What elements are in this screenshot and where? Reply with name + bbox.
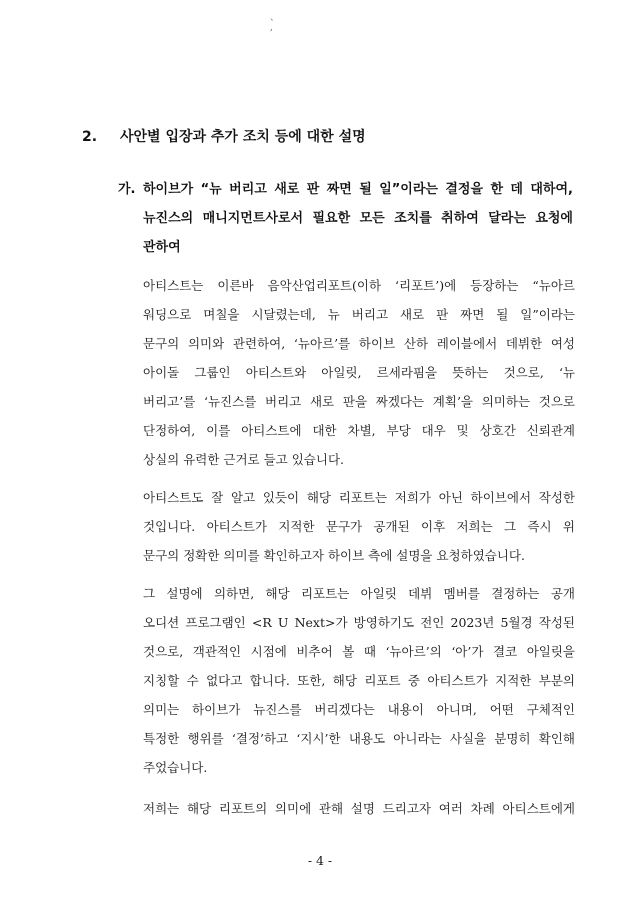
subsection-marker: 가. bbox=[118, 182, 136, 197]
paragraph-4 bbox=[143, 794, 575, 823]
paragraph-line: 지칭할 수 없다고 합니다. 또한, 해당 리포트 중 아티스트가 지적한 부분의 bbox=[143, 673, 575, 688]
paragraph-line: 의미는 하이브가 뉴진스를 버리겠다는 내용이 아니며, 어떤 구체적인 bbox=[143, 702, 575, 717]
paragraph-3 bbox=[143, 579, 575, 782]
subsection-heading bbox=[118, 175, 573, 262]
paragraph-line: 아티스트는 이른바 음악산업리포트(이하 ‘리포트’)에 등장하는 “뉴아르 bbox=[143, 278, 575, 293]
paragraph-line: 상실의 유력한 근거로 들고 있습니다. bbox=[143, 452, 344, 467]
paragraph-line: 것으로, 객관적인 시점에 비추어 볼 때 ‘뉴아르’의 ‘아’가 결코 아일릿을 bbox=[143, 644, 575, 659]
paragraph-1 bbox=[143, 271, 575, 474]
subsection-line: 뉴진스의 매니지먼트사로서 필요한 모든 조치를 취하여 달라는 요청에 bbox=[143, 211, 573, 226]
section-title: 사안별 입장과 추가 조치 등에 대한 설명 bbox=[120, 129, 366, 145]
page-number: - 4 - bbox=[307, 853, 333, 868]
paragraph-2 bbox=[143, 483, 575, 570]
paragraph-line: 아티스트도 잘 알고 있듯이 해당 리포트는 저희가 아닌 하이브에서 작성한 bbox=[143, 490, 575, 505]
paragraph-line: 그 설명에 의하면, 해당 리포트는 아일릿 데뷔 멤버를 결정하는 공개 bbox=[143, 586, 575, 601]
subsection-line: 관하여 bbox=[143, 240, 181, 255]
paragraph-line: 단정하여, 이를 아티스트에 대한 차별, 부당 대우 및 상호간 신뢰관계 bbox=[143, 423, 575, 438]
section-number: 2. bbox=[82, 129, 98, 145]
scan-marks: 、 , bbox=[270, 13, 310, 33]
paragraph-line: 문구의 정확한 의미를 확인하고자 하이브 측에 설명을 요청하였습니다. bbox=[143, 548, 525, 563]
paragraph-line: 워딩으로 며칠을 시달렸는데, 뉴 버리고 새로 판 짜면 될 일”이라는 bbox=[143, 307, 575, 322]
subsection-line: 하이브가 “뉴 버리고 새로 판 짜면 될 일”이라는 결정을 한 데 대하여, bbox=[143, 182, 573, 197]
section-heading bbox=[82, 126, 366, 146]
paragraph-line: 것입니다. 아티스트가 지적한 문구가 공개된 이후 저희는 그 즉시 위 bbox=[143, 519, 575, 534]
paragraph-line: 특정한 행위를 ‘결정’하고 ‘지시’한 내용도 아니라는 사실을 분명히 확인해 bbox=[143, 731, 575, 746]
paragraph-line: 저희는 해당 리포트의 의미에 관해 설명 드리고자 여러 차례 아티스트에게 bbox=[143, 801, 575, 816]
paragraph-line: 주었습니다. bbox=[143, 760, 208, 775]
paragraph-line: 오디션 프로그램인 <R U Next>가 방영하기도 전인 2023년 5월경 작성된 bbox=[143, 615, 575, 630]
paragraph-line: 문구의 의미와 관련하여, ‘뉴아르’를 하이브 산하 레이블에서 데뷔한 여성 bbox=[143, 336, 575, 351]
paragraph-line: 버리고’를 ‘뉴진스를 버리고 새로 판을 짜겠다는 계획’을 의미하는 것으로 bbox=[143, 394, 575, 409]
paragraph-line: 아이돌 그룹인 아티스트와 아일릿, 르세라핌을 뜻하는 것으로, ‘뉴 bbox=[143, 365, 575, 380]
